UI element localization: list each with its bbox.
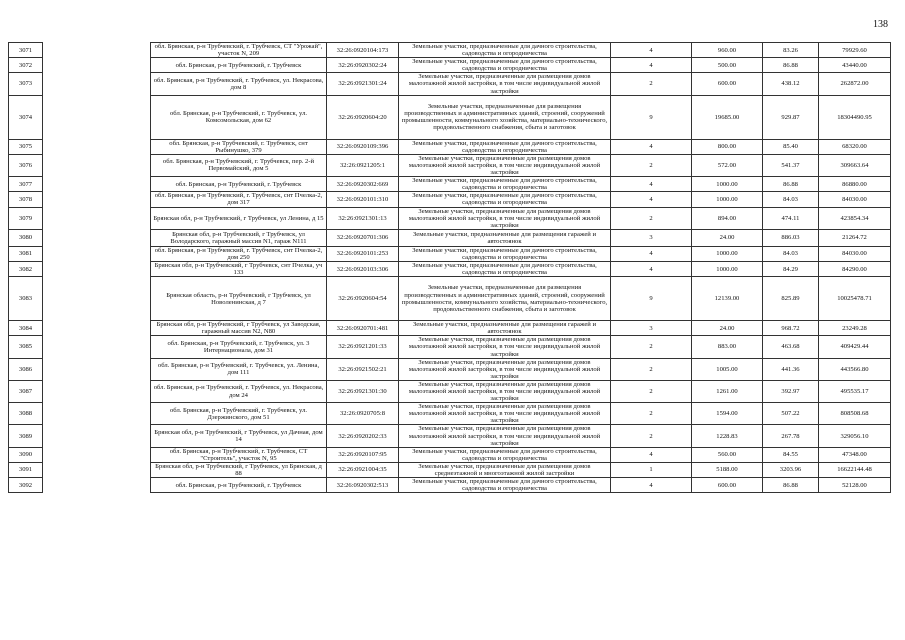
address-cell: Брянская обл, р-н Трубчевский, г Трубчевск, снт Пчелка, уч 133 bbox=[151, 261, 327, 276]
table-row bbox=[9, 246, 891, 261]
address-cell: обл. Брянская, р-н Трубчевский, г. Трубчевск, снт Рыбинушко, 379 bbox=[151, 139, 327, 154]
cadastral-number-cell: 32:26:0920202:33 bbox=[327, 425, 399, 447]
cadastral-value-cell: 409429.44 bbox=[819, 336, 891, 358]
area-cell: 960.00 bbox=[692, 43, 763, 58]
table-row bbox=[9, 358, 891, 380]
table-row bbox=[9, 425, 891, 447]
cadastral-number-cell: 32:26:0920705:8 bbox=[327, 403, 399, 425]
area-cell: 600.00 bbox=[692, 73, 763, 95]
address-cell: обл. Брянская, р-н Трубчевский, г. Трубчевск bbox=[151, 177, 327, 192]
group-cell: 1 bbox=[611, 462, 692, 477]
cadastral-value-cell: 495535.17 bbox=[819, 380, 891, 402]
area-cell: 883.00 bbox=[692, 336, 763, 358]
cadastral-number-cell: 32:26:0920701:481 bbox=[327, 321, 399, 336]
specific-value-cell: 507.22 bbox=[763, 403, 819, 425]
address-cell: обл. Брянская, р-н Трубчевский, г. Трубчевск, СТ "Урожай", участок N, 209 bbox=[151, 43, 327, 58]
spacer-cell bbox=[43, 154, 151, 176]
land-use-cell: Земельные участки, предназначенные для размещения домов малоэтажной жилой застройки, в том числе индивидуальной жилой застройки bbox=[399, 425, 611, 447]
area-cell: 1261.00 bbox=[692, 380, 763, 402]
address-cell: обл. Брянская, р-н Трубчевский, г. Трубчевск, ул. Дзержинского, дом 51 bbox=[151, 403, 327, 425]
group-cell: 4 bbox=[611, 177, 692, 192]
area-cell: 5188.00 bbox=[692, 462, 763, 477]
cadastral-value-cell: 84030.00 bbox=[819, 192, 891, 207]
cadastral-number-cell: 32:26:0920302:24 bbox=[327, 58, 399, 73]
land-use-cell: Земельные участки, предназначенные для размещения домов малоэтажной жилой застройки, в том числе индивидуальной жилой застройки bbox=[399, 336, 611, 358]
land-use-cell: Земельные участки, предназначенные для размещения домов малоэтажной жилой застройки, в том числе индивидуальной жилой застройки bbox=[399, 358, 611, 380]
land-use-cell: Земельные участки, предназначенные для размещения домов малоэтажной жилой застройки, в том числе индивидуальной жилой застройки bbox=[399, 154, 611, 176]
specific-value-cell: 441.36 bbox=[763, 358, 819, 380]
table-row bbox=[9, 321, 891, 336]
cadastral-number-cell: 32:26:0921502:21 bbox=[327, 358, 399, 380]
group-cell: 2 bbox=[611, 403, 692, 425]
cadastral-number-cell: 32:26:0920109:396 bbox=[327, 139, 399, 154]
land-use-cell: Земельные участки, предназначенные для размещения производственных и административных зданий, строений, сооружений промышленности, коммунального хозяйства, материально-технического, продовольственного снабжения, сбыта и заготовок bbox=[399, 95, 611, 139]
row-number-cell: 3089 bbox=[9, 425, 43, 447]
land-use-cell: Земельные участки, предназначенные для размещения гаражей и автостоянок bbox=[399, 229, 611, 246]
land-use-cell: Земельные участки, предназначенные для дачного строительства, садоводства и огородничества bbox=[399, 447, 611, 462]
cadastral-number-cell: 32:26:0920107:95 bbox=[327, 447, 399, 462]
group-cell: 3 bbox=[611, 321, 692, 336]
address-cell: обл. Брянская, р-н Трубчевский, г. Трубчевск, снт Пчелка-2, дом 317 bbox=[151, 192, 327, 207]
row-number-cell: 3084 bbox=[9, 321, 43, 336]
specific-value-cell: 474.11 bbox=[763, 207, 819, 229]
cadastral-number-cell: 32:26:0921301:30 bbox=[327, 380, 399, 402]
table-row bbox=[9, 95, 891, 139]
group-cell: 2 bbox=[611, 425, 692, 447]
group-cell: 3 bbox=[611, 229, 692, 246]
cadastral-value-cell: 84030.00 bbox=[819, 246, 891, 261]
row-number-cell: 3088 bbox=[9, 403, 43, 425]
cadastral-value-cell: 262872.00 bbox=[819, 73, 891, 95]
table-row bbox=[9, 462, 891, 477]
address-cell: обл. Брянская, р-н Трубчевский, г. Трубчевск, ул. Некрасова, дом 24 bbox=[151, 380, 327, 402]
row-number-cell: 3077 bbox=[9, 177, 43, 192]
cadastral-value-cell: 86880.00 bbox=[819, 177, 891, 192]
group-cell: 9 bbox=[611, 277, 692, 321]
land-use-cell: Земельные участки, предназначенные для размещения домов малоэтажной жилой застройки, в том числе индивидуальной жилой застройки bbox=[399, 207, 611, 229]
row-number-cell: 3080 bbox=[9, 229, 43, 246]
cadastral-value-cell: 79929.60 bbox=[819, 43, 891, 58]
cadastral-value-table bbox=[8, 42, 891, 493]
specific-value-cell: 83.26 bbox=[763, 43, 819, 58]
row-number-cell: 3083 bbox=[9, 277, 43, 321]
spacer-cell bbox=[43, 43, 151, 58]
row-number-cell: 3071 bbox=[9, 43, 43, 58]
area-cell: 560.00 bbox=[692, 447, 763, 462]
specific-value-cell: 929.87 bbox=[763, 95, 819, 139]
spacer-cell bbox=[43, 380, 151, 402]
spacer-cell bbox=[43, 277, 151, 321]
land-use-cell: Земельные участки, предназначенные для размещения домов среднеэтажной и многоэтажной жилой застройки bbox=[399, 462, 611, 477]
land-use-cell: Земельные участки, предназначенные для дачного строительства, садоводства и огородничества bbox=[399, 58, 611, 73]
group-cell: 9 bbox=[611, 95, 692, 139]
table-row bbox=[9, 73, 891, 95]
area-cell: 1228.83 bbox=[692, 425, 763, 447]
cadastral-number-cell: 32:26:0921205:1 bbox=[327, 154, 399, 176]
row-number-cell: 3078 bbox=[9, 192, 43, 207]
spacer-cell bbox=[43, 73, 151, 95]
spacer-cell bbox=[43, 207, 151, 229]
area-cell: 1000.00 bbox=[692, 246, 763, 261]
cadastral-value-cell: 84290.00 bbox=[819, 261, 891, 276]
specific-value-cell: 541.37 bbox=[763, 154, 819, 176]
row-number-cell: 3090 bbox=[9, 447, 43, 462]
specific-value-cell: 84.03 bbox=[763, 192, 819, 207]
group-cell: 4 bbox=[611, 246, 692, 261]
cadastral-number-cell: 32:26:0920103:306 bbox=[327, 261, 399, 276]
area-cell: 1000.00 bbox=[692, 177, 763, 192]
land-use-cell: Земельные участки, предназначенные для размещения домов малоэтажной жилой застройки, в том числе индивидуальной жилой застройки bbox=[399, 403, 611, 425]
specific-value-cell: 85.40 bbox=[763, 139, 819, 154]
spacer-cell bbox=[43, 403, 151, 425]
address-cell: обл. Брянская, р-н Трубчевский, г. Трубчевск, ул. Ленина, дом 111 bbox=[151, 358, 327, 380]
land-use-cell: Земельные участки, предназначенные для дачного строительства, садоводства и огородничества bbox=[399, 192, 611, 207]
cadastral-number-cell: 32:26:0920104:173 bbox=[327, 43, 399, 58]
cadastral-number-cell: 32:26:0920604:54 bbox=[327, 277, 399, 321]
spacer-cell bbox=[43, 462, 151, 477]
row-number-cell: 3073 bbox=[9, 73, 43, 95]
address-cell: Брянская область, р-н Трубчевский, г Трубчевск, ул Новоленинская, д 7 bbox=[151, 277, 327, 321]
cadastral-number-cell: 32:26:0920604:20 bbox=[327, 95, 399, 139]
table-row bbox=[9, 380, 891, 402]
cadastral-value-cell: 68320.00 bbox=[819, 139, 891, 154]
address-cell: обл. Брянская, р-н Трубчевский, г. Трубчевск, ул. Комсомольская, дом 62 bbox=[151, 95, 327, 139]
land-use-cell: Земельные участки, предназначенные для размещения производственных и административных зданий, строений, сооружений промышленности, коммунального хозяйства, материально-технического, продовольственного снабжения, сбыта и заготовок bbox=[399, 277, 611, 321]
specific-value-cell: 438.12 bbox=[763, 73, 819, 95]
cadastral-number-cell: 32:26:0920101:310 bbox=[327, 192, 399, 207]
group-cell: 2 bbox=[611, 207, 692, 229]
spacer-cell bbox=[43, 95, 151, 139]
group-cell: 2 bbox=[611, 336, 692, 358]
land-use-cell: Земельные участки, предназначенные для дачного строительства, садоводства и огородничества bbox=[399, 261, 611, 276]
cadastral-number-cell: 32:26:0921004:35 bbox=[327, 462, 399, 477]
cadastral-number-cell: 32:26:0920101:253 bbox=[327, 246, 399, 261]
cadastral-number-cell: 32:26:0920302:513 bbox=[327, 478, 399, 493]
area-cell: 894.00 bbox=[692, 207, 763, 229]
table-row bbox=[9, 261, 891, 276]
address-cell: Брянская обл, р-н Трубчевский, г Трубчевск, ул Заводская, гаражный массив N2, N80 bbox=[151, 321, 327, 336]
row-number-cell: 3079 bbox=[9, 207, 43, 229]
table-row bbox=[9, 403, 891, 425]
row-number-cell: 3072 bbox=[9, 58, 43, 73]
cadastral-number-cell: 32:26:0920302:669 bbox=[327, 177, 399, 192]
table-row bbox=[9, 207, 891, 229]
area-cell: 572.00 bbox=[692, 154, 763, 176]
table-row bbox=[9, 58, 891, 73]
specific-value-cell: 886.03 bbox=[763, 229, 819, 246]
group-cell: 2 bbox=[611, 154, 692, 176]
row-number-cell: 3075 bbox=[9, 139, 43, 154]
address-cell: Брянская обл, р-н Трубчевский, г Трубчевск, ул Брянская, д 88 bbox=[151, 462, 327, 477]
group-cell: 2 bbox=[611, 358, 692, 380]
cadastral-value-cell: 21264.72 bbox=[819, 229, 891, 246]
specific-value-cell: 3203.96 bbox=[763, 462, 819, 477]
area-cell: 12139.00 bbox=[692, 277, 763, 321]
cadastral-value-cell: 309663.64 bbox=[819, 154, 891, 176]
land-use-cell: Земельные участки, предназначенные для дачного строительства, садоводства и огородничества bbox=[399, 177, 611, 192]
spacer-cell bbox=[43, 358, 151, 380]
group-cell: 4 bbox=[611, 192, 692, 207]
spacer-cell bbox=[43, 229, 151, 246]
spacer-cell bbox=[43, 261, 151, 276]
area-cell: 24.00 bbox=[692, 321, 763, 336]
table-row bbox=[9, 192, 891, 207]
cadastral-value-cell: 10025478.71 bbox=[819, 277, 891, 321]
group-cell: 4 bbox=[611, 139, 692, 154]
cadastral-value-cell: 52128.00 bbox=[819, 478, 891, 493]
cadastral-value-cell: 43440.00 bbox=[819, 58, 891, 73]
spacer-cell bbox=[43, 321, 151, 336]
table-row bbox=[9, 336, 891, 358]
cadastral-value-cell: 23249.28 bbox=[819, 321, 891, 336]
row-number-cell: 3087 bbox=[9, 380, 43, 402]
address-cell: Брянская обл, р-н Трубчевский, г Трубчевск, ул Дачная, дом 14 bbox=[151, 425, 327, 447]
page-number: 138 bbox=[873, 19, 888, 30]
table-row bbox=[9, 154, 891, 176]
spacer-cell bbox=[43, 246, 151, 261]
address-cell: обл. Брянская, р-н Трубчевский, г. Трубчевск bbox=[151, 58, 327, 73]
table-row bbox=[9, 177, 891, 192]
table-body bbox=[9, 43, 891, 493]
spacer-cell bbox=[43, 478, 151, 493]
row-number-cell: 3082 bbox=[9, 261, 43, 276]
spacer-cell bbox=[43, 58, 151, 73]
spacer-cell bbox=[43, 336, 151, 358]
specific-value-cell: 84.03 bbox=[763, 246, 819, 261]
table-row bbox=[9, 277, 891, 321]
land-use-cell: Земельные участки, предназначенные для размещения домов малоэтажной жилой застройки, в том числе индивидуальной жилой застройки bbox=[399, 380, 611, 402]
cadastral-number-cell: 32:26:0921201:33 bbox=[327, 336, 399, 358]
specific-value-cell: 463.68 bbox=[763, 336, 819, 358]
address-cell: обл. Брянская, р-н Трубчевский, г. Трубчевск bbox=[151, 478, 327, 493]
group-cell: 4 bbox=[611, 447, 692, 462]
row-number-cell: 3074 bbox=[9, 95, 43, 139]
row-number-cell: 3092 bbox=[9, 478, 43, 493]
area-cell: 600.00 bbox=[692, 478, 763, 493]
address-cell: Брянская обл, р-н Трубчевский, г Трубчевск, ул Володарского, гаражный массив N1, гараж N111 bbox=[151, 229, 327, 246]
land-use-cell: Земельные участки, предназначенные для дачного строительства, садоводства и огородничества bbox=[399, 246, 611, 261]
cadastral-value-cell: 443566.80 bbox=[819, 358, 891, 380]
spacer-cell bbox=[43, 177, 151, 192]
specific-value-cell: 84.29 bbox=[763, 261, 819, 276]
land-use-cell: Земельные участки, предназначенные для дачного строительства, садоводства и огородничества bbox=[399, 139, 611, 154]
area-cell: 19685.00 bbox=[692, 95, 763, 139]
specific-value-cell: 392.97 bbox=[763, 380, 819, 402]
table-row bbox=[9, 43, 891, 58]
address-cell: обл. Брянская, р-н Трубчевский, г. Трубчевск, ул. Некрасова, дом 8 bbox=[151, 73, 327, 95]
area-cell: 1005.00 bbox=[692, 358, 763, 380]
group-cell: 4 bbox=[611, 43, 692, 58]
address-cell: Брянская обл, р-н Трубчевский, г Трубчевск, ул Ленина, д 15 bbox=[151, 207, 327, 229]
specific-value-cell: 968.72 bbox=[763, 321, 819, 336]
spacer-cell bbox=[43, 192, 151, 207]
land-use-cell: Земельные участки, предназначенные для дачного строительства, садоводства и огородничества bbox=[399, 478, 611, 493]
spacer-cell bbox=[43, 139, 151, 154]
address-cell: обл. Брянская, р-н Трубчевский, г. Трубчевск, СТ "Строитель", участок N, 95 bbox=[151, 447, 327, 462]
cadastral-value-cell: 808508.68 bbox=[819, 403, 891, 425]
area-cell: 1000.00 bbox=[692, 192, 763, 207]
group-cell: 4 bbox=[611, 261, 692, 276]
group-cell: 4 bbox=[611, 478, 692, 493]
cadastral-value-cell: 18304490.95 bbox=[819, 95, 891, 139]
land-use-cell: Земельные участки, предназначенные для размещения гаражей и автостоянок bbox=[399, 321, 611, 336]
specific-value-cell: 86.88 bbox=[763, 177, 819, 192]
area-cell: 1594.00 bbox=[692, 403, 763, 425]
specific-value-cell: 86.88 bbox=[763, 478, 819, 493]
specific-value-cell: 267.78 bbox=[763, 425, 819, 447]
spacer-cell bbox=[43, 425, 151, 447]
area-cell: 800.00 bbox=[692, 139, 763, 154]
address-cell: обл. Брянская, р-н Трубчевский, г. Трубчевск, снт Пчелка-2, дом 250 bbox=[151, 246, 327, 261]
cadastral-value-cell: 329056.10 bbox=[819, 425, 891, 447]
table-row bbox=[9, 229, 891, 246]
specific-value-cell: 86.88 bbox=[763, 58, 819, 73]
table-row bbox=[9, 447, 891, 462]
group-cell: 2 bbox=[611, 73, 692, 95]
cadastral-number-cell: 32:26:0921301:13 bbox=[327, 207, 399, 229]
specific-value-cell: 825.89 bbox=[763, 277, 819, 321]
land-use-cell: Земельные участки, предназначенные для размещения домов малоэтажной жилой застройки, в том числе индивидуальной жилой застройки bbox=[399, 73, 611, 95]
row-number-cell: 3076 bbox=[9, 154, 43, 176]
table-row bbox=[9, 139, 891, 154]
cadastral-value-cell: 16622144.48 bbox=[819, 462, 891, 477]
table-row bbox=[9, 478, 891, 493]
group-cell: 4 bbox=[611, 58, 692, 73]
specific-value-cell: 84.55 bbox=[763, 447, 819, 462]
row-number-cell: 3086 bbox=[9, 358, 43, 380]
cadastral-value-cell: 423854.34 bbox=[819, 207, 891, 229]
row-number-cell: 3091 bbox=[9, 462, 43, 477]
area-cell: 24.00 bbox=[692, 229, 763, 246]
row-number-cell: 3085 bbox=[9, 336, 43, 358]
cadastral-value-cell: 47348.00 bbox=[819, 447, 891, 462]
row-number-cell: 3081 bbox=[9, 246, 43, 261]
address-cell: обл. Брянская, р-н Трубчевский, г. Трубчевск, пер. 2-й Первомайский, дом 5 bbox=[151, 154, 327, 176]
cadastral-number-cell: 32:26:0920701:306 bbox=[327, 229, 399, 246]
address-cell: обл. Брянская, р-н Трубчевский, г. Трубчевск, ул. 3 Интернационала, дом 31 bbox=[151, 336, 327, 358]
group-cell: 2 bbox=[611, 380, 692, 402]
area-cell: 1000.00 bbox=[692, 261, 763, 276]
land-use-cell: Земельные участки, предназначенные для дачного строительства, садоводства и огородничества bbox=[399, 43, 611, 58]
area-cell: 500.00 bbox=[692, 58, 763, 73]
spacer-cell bbox=[43, 447, 151, 462]
cadastral-number-cell: 32:26:0921301:24 bbox=[327, 73, 399, 95]
